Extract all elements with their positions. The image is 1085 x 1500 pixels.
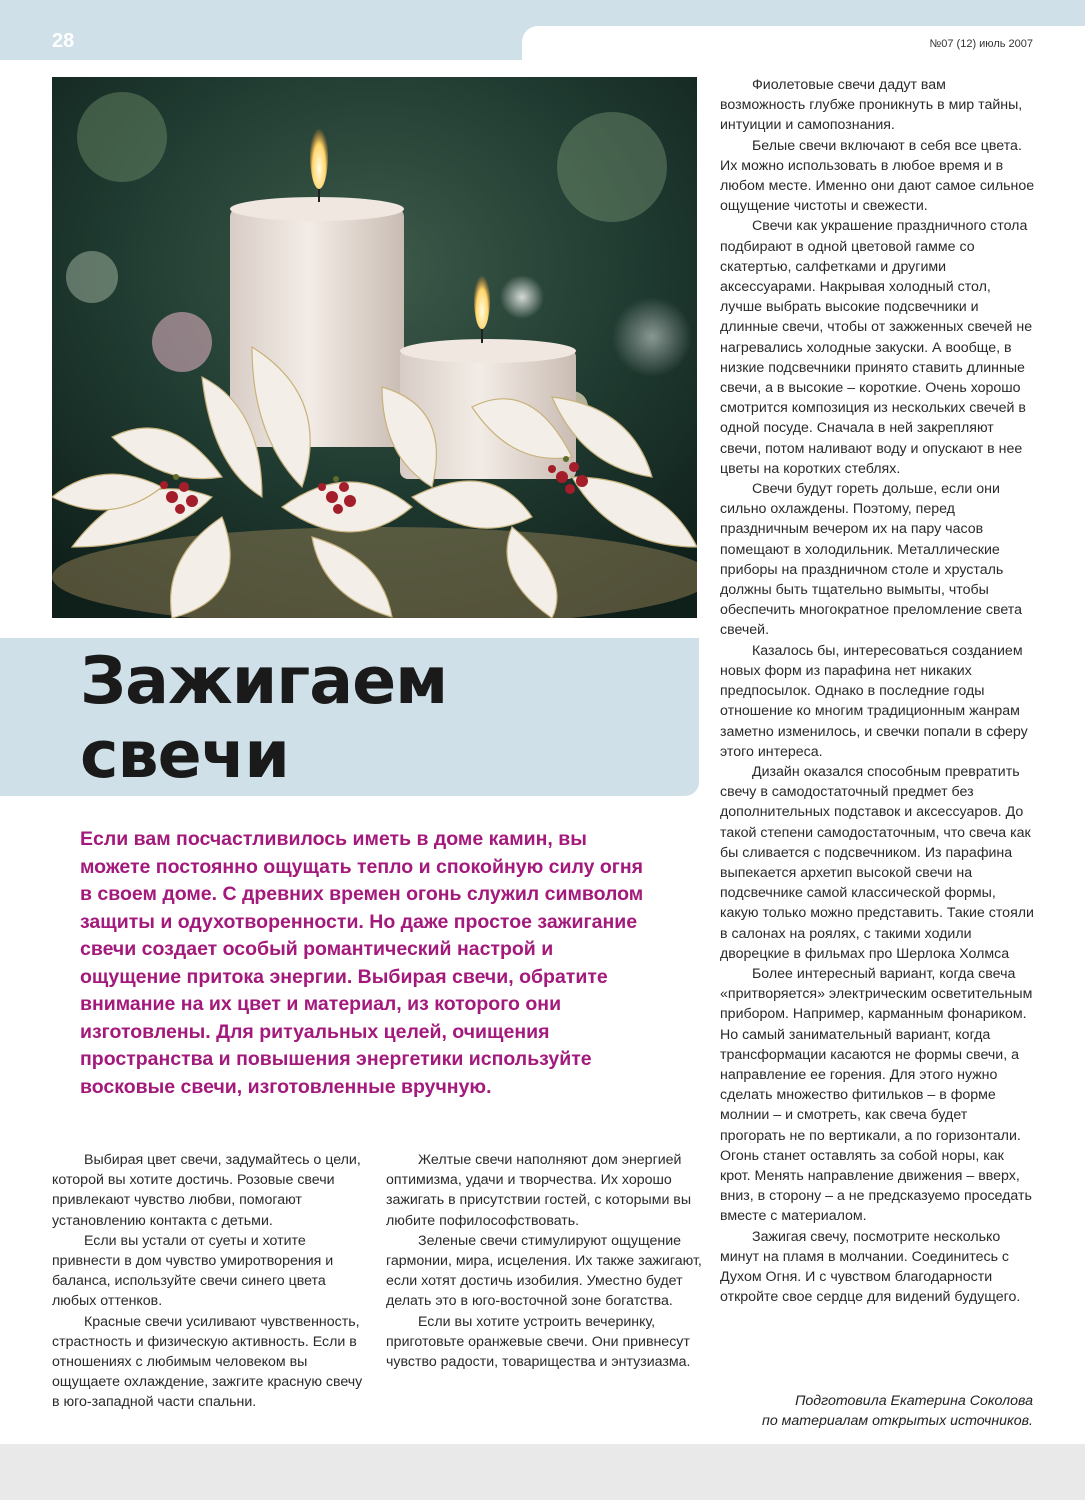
paragraph: Если вы устали от суеты и хотите привнести в дом чувство умиротворения и баланса, используйте свечи синего цвета любых оттенков.	[52, 1232, 334, 1310]
paragraph: Более интересный вариант, когда свеча «притворяется» электрическим осветительным прибором. Например, карманным фонариком. Но самый занимательный вариант, когда трансформации касаются не формы свечи, а направление ее горения. Для этого нужно сделать множество фитильков – в форме молнии – и смотреть, как свеча будет прогорать не по вертикали, а по горизонтали. Огонь станет оставлять за собой норы, как крот. Менять направление движения – вверх, вниз, в сторону – а не предсказуемо проседать вместе с материалом.	[720, 965, 1033, 1225]
text-column-2	[386, 1150, 704, 1372]
paragraph: Если вы хотите устроить вечеринку, приготовьте оранжевые свечи. Они привнесут чувство радости, товарищества и энтузиазма.	[386, 1313, 691, 1371]
issue-label: №07 (12) июль 2007	[929, 38, 1033, 50]
paragraph: Фиолетовые свечи дадут вам возможность глубже проникнуть в мир тайны, интуиции и самопознания.	[720, 77, 1023, 134]
article-title	[80, 645, 447, 793]
credit-line-2: по материалам открытых источников.	[762, 1413, 1033, 1430]
title-line-1: Зажигаем	[80, 644, 448, 719]
paragraph: Зеленые свечи стимулируют ощущение гармонии, мира, исцеления. Их также зажигают, если хотят достичь изобилия. Уместно будет делать это в юго-восточной зоне богатства.	[386, 1232, 702, 1310]
title-line-2: свечи	[80, 718, 289, 793]
paragraph: Белые свечи включают в себя все цвета. Их можно использовать в любое время и в любом месте. Именно они дают самое сильное ощущение чистоты и свежести.	[720, 137, 1035, 215]
paragraph: Зажигая свечу, посмотрите несколько минут на пламя в молчании. Соединитесь с Духом Огня. И с чувством благодарности откройте свое сердце для видений будущего.	[720, 1228, 1021, 1306]
page-number: 28	[52, 30, 75, 52]
paragraph: Свечи как украшение праздничного стола подбирают в одной цветовой гамме со скатертью, салфетками и другими аксессуарами. Накрывая холодный стол, лучше выбрать высокие подсвечники и длинные свечи, чтобы от зажженных свечей не нагревались холодные закуски. А вообще, в низкие подсвечники принято ставить длинные свечи, а в высокие – короткие. Очень хорошо смотрится композиция из нескольких свечей в одной посуде. Сначала в ней закрепляют свечи, потом наливают воду и опускают в нее цветы на коротких стеблях.	[720, 218, 1033, 477]
paragraph: Дизайн оказался способным превратить свечу в самодостаточный предмет без дополнительных подставок и аксессуаров. До такой степени самодостаточным, что свеча как бы сливается с подсвечником. Из парафина выпекается архетип высокой свечи на подсвечнике самой классической формы, какую только можно представить. Такие стояли в салонах на роялях, с такими ходили дворецкие в фильмах про Шерлока Холмса	[720, 763, 1034, 962]
paragraph: Казалось бы, интересоваться созданием новых форм из парафина нет никаких предпосылок. Однако в последние годы отношение ко многим традиционным жанрам заметно изменилось, и свечки попали в сферу этого интереса.	[720, 642, 1028, 760]
paragraph: Желтые свечи наполняют дом энергией оптимизма, удачи и творчества. Их хорошо зажигать в присутствии гостей, с которыми вы любите пофилософствовать.	[386, 1152, 692, 1229]
text-column-3	[720, 75, 1035, 1307]
lead-paragraph: Если вам посчастливилось иметь в доме камин, вы можете постоянно ощущать тепло и спокойную силу огня в своем доме. С древних времен огонь служил символом защиты и одухотворенности. Но даже простое зажигание свечи создает особый романтический настрой и ощущение притока энергии. Выбирая свечи, обратите внимание на их цвет и материал, из которого они изготовлены. Для ритуальных целей, очищения пространства и повышения энергетики используйте восковые свечи, изготовленные вручную.	[80, 828, 644, 1098]
text-column-1	[52, 1150, 370, 1413]
credit-line-1: Подготовила Екатерина Соколова	[795, 1393, 1033, 1409]
paragraph: Красные свечи усиливают чувственность, страстность и физическую активность. Если в отношениях с любимым человеком вы ощущаете охлаждение, зажгите красную свечу в юго-западной части спальни.	[52, 1313, 363, 1411]
paragraph: Выбирая цвет свечи, задумайтесь о цели, которой вы хотите достичь. Розовые свечи привлекают чувство любви, помогают установлению контакта с детьми.	[52, 1152, 361, 1229]
candles-photo	[52, 77, 697, 618]
footer-band	[0, 1444, 1085, 1500]
paragraph: Свечи будут гореть дольше, если они сильно охлаждены. Поэтому, перед праздничным вечером их на пару часов помещают в холодильник. Металлические приборы на праздничном столе и хрусталь должны быть тщательно вымыты, чтобы обеспечить многократное преломление света свечей.	[720, 481, 1023, 639]
author-credit	[762, 1391, 1033, 1431]
